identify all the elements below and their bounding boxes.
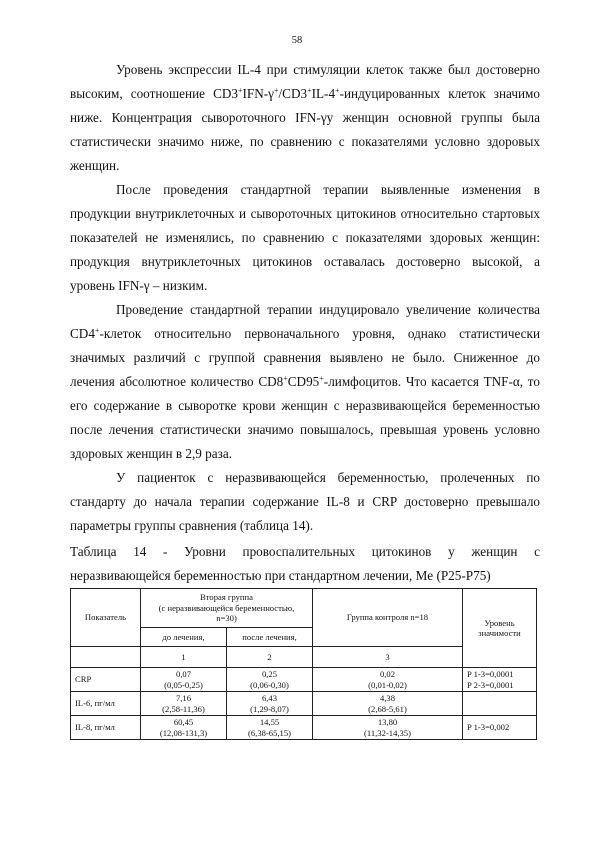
column-number-empty xyxy=(71,647,141,668)
paragraph-il4 xyxy=(70,58,540,178)
caption-line: Таблица 14 - Уровни провоспалительных цитокинов у женщин с xyxy=(70,544,540,559)
text-line: параметры группы сравнения (таблица 14). xyxy=(70,518,314,533)
text-line: CD4+-клеток относительно первоначального уровня, однако статистически xyxy=(70,326,540,341)
text-line: здоровых женщин в 2,9 раза. xyxy=(70,446,232,461)
header-before-treatment: до лечения, xyxy=(141,628,227,647)
value-cell: 0,25 (0,06-0,30) xyxy=(227,668,313,692)
paragraph-cd4 xyxy=(70,298,540,466)
header-control-group: Группа контроля n=18 xyxy=(313,589,463,647)
text-line: лечения абсолютное количество CD8+CD95+-лимфоцитов. Что касается TNF-α, то xyxy=(70,374,540,389)
row-label: CRP xyxy=(71,668,141,692)
value-cell: 14,55 (6,38-65,15) xyxy=(227,716,313,740)
text-line: После проведения стандартной терапии выявленные изменения в xyxy=(116,182,540,197)
table-caption xyxy=(70,540,540,588)
table-row-il6 xyxy=(71,692,537,716)
text-line: уровень IFN-γ – низким. xyxy=(70,278,208,293)
row-label: IL-6, пг/мл xyxy=(71,692,141,716)
header-indicator: Показатель xyxy=(71,589,141,647)
column-number: 3 xyxy=(313,647,463,668)
cytokine-table xyxy=(70,588,537,740)
text-line: его содержание в сыворотке крови женщин с неразвивающейся беременностью xyxy=(70,398,540,413)
text-line: продукция внутриклеточных цитокинов оставалась достоверно высокой, а xyxy=(70,254,540,269)
text-line: значимых различий с группой сравнения выявлено не было. Сниженное до xyxy=(70,350,540,365)
page-number: 58 xyxy=(291,35,303,46)
value-cell: 7,16 (2,58-11,36) xyxy=(141,692,227,716)
value-cell: 60,45 (12,08-131,3) xyxy=(141,716,227,740)
text-line: показателей не изменялись, по сравнению с показателями здоровых женщин: xyxy=(70,230,540,245)
paragraph-standard-therapy xyxy=(70,178,540,298)
text-line: ниже. Концентрация сывороточного IFN-γу женщин основной группы была xyxy=(70,110,540,125)
text-line: продукции внутриклеточных и сывороточных цитокинов относительно стартовых xyxy=(70,206,540,221)
value-cell: 13,80 (11,32-14,35) xyxy=(313,716,463,740)
table-row-il8 xyxy=(71,716,537,740)
text-line: высоким, соотношение CD3+IFN-γ+/CD3+IL-4+-индуцированных клеток значимо xyxy=(70,86,540,101)
value-cell: 0,07 (0,05-0,25) xyxy=(141,668,227,692)
row-label: IL-8, пг/мл xyxy=(71,716,141,740)
caption-line: неразвивающейся беременностью при стандартном лечении, Me (P25-P75) xyxy=(70,568,491,583)
text-line: статистически значимо ниже, по сравнению с показателями условно здоровых xyxy=(70,134,540,149)
text-line: Уровень экспрессии IL-4 при стимуляции клеток также был достоверно xyxy=(116,62,540,77)
table-row-crp xyxy=(71,668,537,692)
column-number: 1 xyxy=(141,647,227,668)
text-line: У пациенток с неразвивающейся беременностью, пролеченных по xyxy=(116,470,540,485)
value-cell: 4,38 (2,68-5,61) xyxy=(313,692,463,716)
text-line: Проведение стандартной терапии индуцировало увеличение количества xyxy=(116,302,540,317)
text-line: женщин. xyxy=(70,158,120,173)
column-number: 2 xyxy=(227,647,313,668)
value-cell: 0,02 (0,01-0,02) xyxy=(313,668,463,692)
text-line: после лечения статистически значимо повышалось, превышая уровень условно xyxy=(70,422,540,437)
header-second-group: Вторая группа (с неразвивающейся беременностью, n=30) xyxy=(141,589,313,628)
text-line: стандарту до начала терапии содержание IL-8 и CRP достоверно превышало xyxy=(70,494,540,509)
paragraph-crp xyxy=(70,466,540,538)
significance-cell: P 1-3=0,0001 P 2-3=0,0001 xyxy=(463,668,537,692)
significance-cell xyxy=(463,692,537,716)
header-significance: Уровень значимости xyxy=(463,589,537,668)
table-header-row xyxy=(71,589,537,628)
value-cell: 6,43 (1,29-8,07) xyxy=(227,692,313,716)
header-after-treatment: после лечения, xyxy=(227,628,313,647)
significance-cell: P 1-3=0,002 xyxy=(463,716,537,740)
